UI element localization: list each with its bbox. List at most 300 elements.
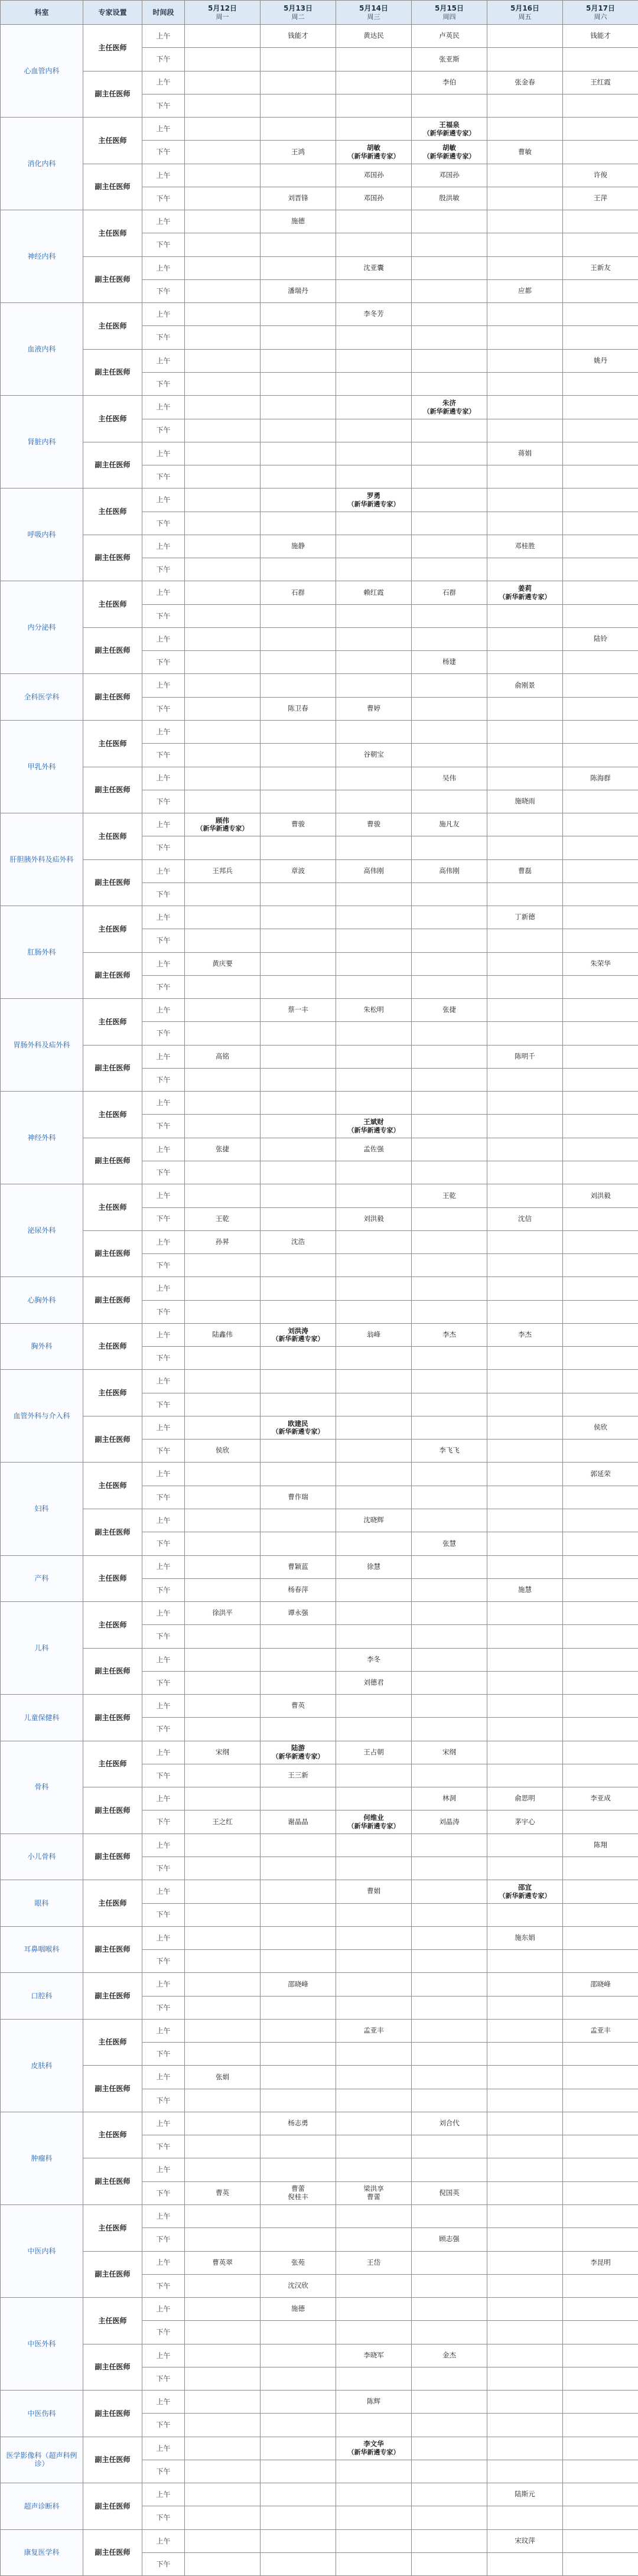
period-label: 下午 bbox=[142, 1950, 185, 1973]
schedule-cell bbox=[487, 952, 563, 975]
schedule-cell bbox=[261, 1602, 336, 1625]
schedule-cell bbox=[563, 141, 638, 164]
schedule-cell bbox=[261, 952, 336, 975]
schedule-cell bbox=[185, 1207, 261, 1230]
schedule-cell bbox=[563, 720, 638, 743]
period-label: 上午 bbox=[142, 164, 185, 187]
schedule-cell bbox=[261, 1509, 336, 1532]
period-label: 下午 bbox=[142, 1625, 185, 1648]
schedule-cell bbox=[412, 604, 487, 627]
schedule-cell bbox=[261, 744, 336, 767]
schedule-cell bbox=[185, 859, 261, 882]
schedule-cell bbox=[336, 48, 412, 71]
doctor-name: 王斌财 bbox=[337, 1118, 410, 1126]
schedule-cell bbox=[487, 512, 563, 535]
level-label: 副主任医师 bbox=[83, 1648, 142, 1695]
level-label: 副主任医师 bbox=[83, 952, 142, 999]
schedule-cell bbox=[563, 48, 638, 71]
period-label: 下午 bbox=[142, 465, 185, 489]
schedule-cell bbox=[336, 1695, 412, 1718]
period-label: 下午 bbox=[142, 2043, 185, 2066]
schedule-cell bbox=[563, 396, 638, 419]
schedule-cell bbox=[185, 2414, 261, 2437]
period-label: 下午 bbox=[142, 1393, 185, 1416]
schedule-cell bbox=[412, 210, 487, 233]
level-label: 副主任医师 bbox=[83, 1834, 142, 1880]
schedule-cell bbox=[412, 1440, 487, 1463]
period-label: 下午 bbox=[142, 975, 185, 998]
doctor-name: 吴伟 bbox=[413, 774, 486, 783]
doctor-name: 赖红霞 bbox=[337, 589, 410, 597]
schedule-cell bbox=[336, 1810, 412, 1834]
period-label: 上午 bbox=[142, 999, 185, 1022]
schedule-cell bbox=[487, 1068, 563, 1091]
period-label: 下午 bbox=[142, 1022, 185, 1045]
doctor-name: 杨春萍 bbox=[262, 1586, 334, 1594]
schedule-cell bbox=[336, 1578, 412, 1601]
doctor-name: 邓桂胜 bbox=[489, 542, 561, 551]
schedule-cell bbox=[336, 512, 412, 535]
day-date: 5月17日 bbox=[586, 4, 615, 12]
table-row bbox=[1, 1880, 638, 1903]
schedule-cell bbox=[487, 1440, 563, 1463]
xinhua-expert-tag: （新华新遴专家） bbox=[489, 593, 561, 601]
schedule-cell bbox=[563, 326, 638, 349]
schedule-cell bbox=[185, 2552, 261, 2575]
schedule-cell bbox=[261, 512, 336, 535]
schedule-cell bbox=[563, 1416, 638, 1439]
schedule-cell bbox=[185, 2251, 261, 2274]
schedule-cell bbox=[336, 859, 412, 882]
table-row bbox=[1, 1230, 638, 1253]
table-row bbox=[1, 1926, 638, 1949]
schedule-cell bbox=[412, 2344, 487, 2367]
schedule-cell bbox=[261, 906, 336, 929]
schedule-cell bbox=[185, 1254, 261, 1277]
doctor-name: 蔡一丰 bbox=[262, 1006, 334, 1014]
period-label: 下午 bbox=[142, 604, 185, 627]
table-row bbox=[1, 1834, 638, 1857]
period-label: 下午 bbox=[142, 2552, 185, 2575]
dept-name: 消化内科 bbox=[1, 118, 83, 210]
schedule-cell bbox=[563, 1741, 638, 1764]
table-row bbox=[1, 1741, 638, 1764]
schedule-cell bbox=[487, 1973, 563, 1996]
schedule-cell bbox=[336, 1393, 412, 1416]
period-label: 上午 bbox=[142, 859, 185, 882]
schedule-cell bbox=[563, 1764, 638, 1787]
table-row bbox=[1, 2066, 638, 2089]
table-row bbox=[1, 2251, 638, 2274]
schedule-cell bbox=[412, 2158, 487, 2181]
period-label: 上午 bbox=[142, 210, 185, 233]
schedule-cell bbox=[185, 349, 261, 372]
period-label: 上午 bbox=[142, 2066, 185, 2089]
schedule-cell bbox=[563, 1834, 638, 1857]
schedule-cell bbox=[487, 1625, 563, 1648]
schedule-cell bbox=[563, 2135, 638, 2158]
schedule-cell bbox=[336, 2552, 412, 2575]
schedule-cell bbox=[412, 1671, 487, 1694]
schedule-cell bbox=[487, 1741, 563, 1764]
doctor-name: 王岱 bbox=[337, 2259, 410, 2267]
schedule-cell bbox=[185, 999, 261, 1022]
doctor-name: 谭永强 bbox=[262, 1609, 334, 1617]
schedule-cell bbox=[336, 1509, 412, 1532]
schedule-cell bbox=[336, 2460, 412, 2483]
period-label: 上午 bbox=[142, 581, 185, 604]
period-label: 上午 bbox=[142, 906, 185, 929]
doctor-name: 谷朝宝 bbox=[337, 751, 410, 759]
schedule-cell bbox=[185, 2089, 261, 2112]
schedule-cell bbox=[336, 1068, 412, 1091]
schedule-cell bbox=[563, 1625, 638, 1648]
doctor-name: 陆鑫伟 bbox=[186, 1331, 259, 1339]
period-label: 下午 bbox=[142, 1161, 185, 1184]
header-dept: 科室 bbox=[1, 1, 83, 25]
schedule-cell bbox=[412, 25, 487, 48]
schedule-cell bbox=[563, 233, 638, 256]
schedule-cell bbox=[563, 975, 638, 998]
schedule-cell bbox=[563, 1393, 638, 1416]
dept-name: 全科医学科 bbox=[1, 674, 83, 721]
schedule-cell bbox=[563, 1973, 638, 1996]
schedule-cell bbox=[487, 1323, 563, 1346]
schedule-cell bbox=[261, 1068, 336, 1091]
schedule-cell bbox=[487, 94, 563, 117]
schedule-cell bbox=[412, 627, 487, 650]
period-label: 下午 bbox=[142, 372, 185, 395]
schedule-cell bbox=[563, 2437, 638, 2460]
schedule-cell bbox=[336, 813, 412, 836]
header-day-4 bbox=[412, 1, 487, 25]
schedule-cell bbox=[261, 2112, 336, 2135]
schedule-cell bbox=[412, 1718, 487, 1741]
schedule-cell bbox=[563, 2181, 638, 2204]
schedule-cell bbox=[487, 1880, 563, 1903]
schedule-cell bbox=[412, 2367, 487, 2390]
table-row bbox=[1, 720, 638, 743]
period-label: 下午 bbox=[142, 1300, 185, 1323]
schedule-cell bbox=[487, 2483, 563, 2506]
schedule-cell bbox=[412, 48, 487, 71]
period-label: 上午 bbox=[142, 1045, 185, 1068]
schedule-cell bbox=[487, 604, 563, 627]
schedule-cell bbox=[412, 2112, 487, 2135]
doctor-name: 张苑 bbox=[262, 2259, 334, 2267]
schedule-cell bbox=[185, 1416, 261, 1439]
schedule-cell bbox=[487, 1463, 563, 1486]
doctor-name: 茅宇心 bbox=[489, 1818, 561, 1826]
table-row bbox=[1, 2158, 638, 2181]
schedule-cell bbox=[336, 2367, 412, 2390]
schedule-cell bbox=[336, 1092, 412, 1115]
table-row bbox=[1, 349, 638, 372]
schedule-cell bbox=[412, 558, 487, 581]
schedule-cell bbox=[563, 1695, 638, 1718]
schedule-cell bbox=[336, 256, 412, 279]
schedule-cell bbox=[261, 1834, 336, 1857]
doctor-name: 俞刚景 bbox=[489, 682, 561, 690]
doctor-name: 曹蕾 bbox=[337, 2193, 410, 2202]
level-label: 主任医师 bbox=[83, 1880, 142, 1927]
schedule-body bbox=[1, 25, 638, 2576]
doctor-name: 卢英民 bbox=[413, 32, 486, 40]
period-label: 上午 bbox=[142, 1416, 185, 1439]
level-label: 主任医师 bbox=[83, 396, 142, 442]
schedule-cell bbox=[261, 71, 336, 94]
xinhua-expert-tag: （新华新遴专家） bbox=[337, 500, 410, 508]
schedule-cell bbox=[563, 372, 638, 395]
table-row bbox=[1, 1463, 638, 1486]
schedule-cell bbox=[412, 164, 487, 187]
xinhua-expert-tag: （新华新遴专家） bbox=[337, 2448, 410, 2456]
doctor-name: 王鸿 bbox=[262, 148, 334, 157]
schedule-cell bbox=[487, 1950, 563, 1973]
schedule-cell bbox=[563, 1440, 638, 1463]
schedule-cell bbox=[261, 1230, 336, 1253]
schedule-cell bbox=[412, 1880, 487, 1903]
doctor-name: 高伟刚 bbox=[413, 867, 486, 875]
schedule-cell bbox=[185, 512, 261, 535]
schedule-cell bbox=[336, 697, 412, 720]
period-label: 下午 bbox=[142, 2089, 185, 2112]
table-row bbox=[1, 2298, 638, 2321]
doctor-name: 施德 bbox=[262, 217, 334, 226]
schedule-cell bbox=[412, 1857, 487, 1880]
schedule-cell bbox=[261, 2367, 336, 2390]
schedule-cell bbox=[412, 1648, 487, 1671]
schedule-cell bbox=[261, 1764, 336, 1787]
schedule-cell bbox=[185, 1486, 261, 1509]
schedule-cell bbox=[412, 1695, 487, 1718]
schedule-cell bbox=[487, 999, 563, 1022]
schedule-cell bbox=[261, 859, 336, 882]
schedule-cell bbox=[261, 1973, 336, 1996]
period-label: 上午 bbox=[142, 813, 185, 836]
schedule-cell bbox=[185, 1230, 261, 1253]
schedule-cell bbox=[261, 48, 336, 71]
dept-name: 甲乳外科 bbox=[1, 720, 83, 813]
period-label: 下午 bbox=[142, 2506, 185, 2529]
doctor-name: 刘德君 bbox=[337, 1679, 410, 1687]
level-label: 副主任医师 bbox=[83, 256, 142, 303]
schedule-cell bbox=[563, 2112, 638, 2135]
schedule-cell bbox=[261, 1950, 336, 1973]
table-row bbox=[1, 2204, 638, 2227]
schedule-cell bbox=[336, 929, 412, 952]
schedule-cell bbox=[336, 1903, 412, 1926]
schedule-cell bbox=[261, 2460, 336, 2483]
doctor-name: 许俊 bbox=[564, 171, 637, 180]
schedule-cell bbox=[185, 1138, 261, 1161]
schedule-cell bbox=[185, 2066, 261, 2089]
schedule-cell bbox=[185, 1880, 261, 1903]
schedule-cell bbox=[487, 767, 563, 790]
schedule-cell bbox=[336, 141, 412, 164]
period-label: 下午 bbox=[142, 94, 185, 117]
level-label: 主任医师 bbox=[83, 1370, 142, 1416]
schedule-cell bbox=[336, 419, 412, 442]
dept-name: 产科 bbox=[1, 1555, 83, 1602]
level-label: 主任医师 bbox=[83, 2019, 142, 2066]
schedule-cell bbox=[487, 1578, 563, 1601]
schedule-cell bbox=[261, 233, 336, 256]
doctor-name: 曹磊 bbox=[489, 867, 561, 875]
period-label: 下午 bbox=[142, 1440, 185, 1463]
doctor-name: 殷洪敏 bbox=[413, 194, 486, 203]
schedule-cell bbox=[336, 1555, 412, 1578]
schedule-cell bbox=[261, 2414, 336, 2437]
schedule-cell bbox=[487, 859, 563, 882]
schedule-cell bbox=[185, 836, 261, 859]
period-label: 上午 bbox=[142, 303, 185, 326]
doctor-name: 曹作瑞 bbox=[262, 1493, 334, 1502]
period-label: 下午 bbox=[142, 1810, 185, 1834]
schedule-cell bbox=[412, 1463, 487, 1486]
schedule-cell bbox=[412, 489, 487, 512]
doctor-name: 沈浩 bbox=[262, 1238, 334, 1246]
schedule-cell bbox=[563, 465, 638, 489]
schedule-cell bbox=[185, 1184, 261, 1207]
schedule-cell bbox=[185, 2483, 261, 2506]
schedule-cell bbox=[487, 2274, 563, 2297]
schedule-cell bbox=[487, 2043, 563, 2066]
schedule-cell bbox=[185, 2437, 261, 2460]
schedule-cell bbox=[261, 1741, 336, 1764]
doctor-name: 邵晓峰 bbox=[262, 1981, 334, 1989]
schedule-cell bbox=[185, 535, 261, 558]
xinhua-expert-tag: （新华新遴专家） bbox=[262, 1428, 334, 1435]
doctor-name: 黄庆要 bbox=[186, 960, 259, 968]
schedule-cell bbox=[487, 2228, 563, 2251]
schedule-cell bbox=[487, 1045, 563, 1068]
schedule-cell bbox=[336, 1440, 412, 1463]
schedule-cell bbox=[412, 2043, 487, 2066]
doctor-name: 张捷 bbox=[186, 1145, 259, 1154]
doctor-name: 李文华 bbox=[337, 2440, 410, 2448]
schedule-cell bbox=[185, 1950, 261, 1973]
schedule-cell bbox=[336, 1370, 412, 1393]
day-date: 5月14日 bbox=[359, 4, 388, 12]
schedule-cell bbox=[487, 2019, 563, 2042]
schedule-cell bbox=[261, 1370, 336, 1393]
period-label: 下午 bbox=[142, 2321, 185, 2344]
schedule-cell bbox=[336, 674, 412, 697]
schedule-cell bbox=[185, 1300, 261, 1323]
schedule-cell bbox=[563, 1671, 638, 1694]
schedule-cell bbox=[185, 2529, 261, 2552]
schedule-cell bbox=[185, 674, 261, 697]
doctor-name: 侯欣 bbox=[564, 1424, 637, 1432]
period-label: 下午 bbox=[142, 1996, 185, 2019]
schedule-cell bbox=[261, 2158, 336, 2181]
schedule-cell bbox=[487, 1277, 563, 1300]
period-label: 上午 bbox=[142, 1323, 185, 1346]
schedule-cell bbox=[412, 1903, 487, 1926]
schedule-cell bbox=[563, 1138, 638, 1161]
doctor-name: 李杰 bbox=[413, 1331, 486, 1339]
schedule-cell bbox=[487, 1648, 563, 1671]
header-day-3 bbox=[336, 1, 412, 25]
level-label: 副主任医师 bbox=[83, 1416, 142, 1463]
schedule-cell bbox=[185, 720, 261, 743]
table-row bbox=[1, 1648, 638, 1671]
level-label: 副主任医师 bbox=[83, 1695, 142, 1741]
schedule-cell bbox=[412, 999, 487, 1022]
period-label: 下午 bbox=[142, 1857, 185, 1880]
schedule-cell bbox=[336, 2228, 412, 2251]
period-label: 下午 bbox=[142, 512, 185, 535]
level-label: 主任医师 bbox=[83, 1463, 142, 1509]
schedule-cell bbox=[185, 233, 261, 256]
schedule-cell bbox=[487, 1347, 563, 1370]
schedule-cell bbox=[185, 2460, 261, 2483]
doctor-name: 邵晓峰 bbox=[564, 1981, 637, 1989]
doctor-name: 蒋娟 bbox=[489, 450, 561, 458]
doctor-name: 宋纲 bbox=[413, 1748, 486, 1757]
schedule-cell bbox=[261, 1718, 336, 1741]
schedule-cell bbox=[336, 952, 412, 975]
schedule-cell bbox=[336, 442, 412, 465]
schedule-cell bbox=[336, 2158, 412, 2181]
schedule-cell bbox=[261, 25, 336, 48]
schedule-cell bbox=[563, 1996, 638, 2019]
schedule-cell bbox=[185, 94, 261, 117]
header-day-1 bbox=[185, 1, 261, 25]
schedule-cell bbox=[261, 836, 336, 859]
schedule-cell bbox=[185, 1509, 261, 1532]
schedule-cell bbox=[487, 558, 563, 581]
schedule-cell bbox=[261, 141, 336, 164]
schedule-cell bbox=[336, 1323, 412, 1346]
header-period: 时间段 bbox=[142, 1, 185, 25]
period-label: 上午 bbox=[142, 1973, 185, 1996]
schedule-cell bbox=[487, 1996, 563, 2019]
schedule-cell bbox=[261, 396, 336, 419]
dept-name: 心血管内科 bbox=[1, 25, 83, 118]
schedule-cell bbox=[261, 442, 336, 465]
schedule-cell bbox=[563, 1300, 638, 1323]
schedule-cell bbox=[336, 326, 412, 349]
doctor-name: 姜莉 bbox=[489, 585, 561, 593]
schedule-cell bbox=[185, 25, 261, 48]
period-label: 上午 bbox=[142, 1834, 185, 1857]
schedule-cell bbox=[336, 1115, 412, 1138]
doctor-name: 刘洪毅 bbox=[564, 1192, 637, 1200]
schedule-cell bbox=[412, 1416, 487, 1439]
schedule-cell bbox=[185, 558, 261, 581]
doctor-name: 高伟刚 bbox=[337, 867, 410, 875]
schedule-cell bbox=[563, 71, 638, 94]
doctor-name: 欧建民 bbox=[262, 1420, 334, 1428]
schedule-cell bbox=[487, 1115, 563, 1138]
schedule-cell bbox=[563, 1903, 638, 1926]
schedule-cell bbox=[336, 2529, 412, 2552]
schedule-cell bbox=[487, 349, 563, 372]
schedule-cell bbox=[412, 2414, 487, 2437]
schedule-cell bbox=[261, 1578, 336, 1601]
schedule-cell bbox=[185, 2135, 261, 2158]
schedule-cell bbox=[563, 1022, 638, 1045]
schedule-cell bbox=[185, 2298, 261, 2321]
table-row bbox=[1, 2437, 638, 2460]
doctor-name: 林洞 bbox=[413, 1795, 486, 1803]
doctor-name: 谢晶晶 bbox=[262, 1818, 334, 1826]
schedule-cell bbox=[185, 1022, 261, 1045]
doctor-name: 王三新 bbox=[262, 1771, 334, 1780]
dept-name: 眼科 bbox=[1, 1880, 83, 1927]
